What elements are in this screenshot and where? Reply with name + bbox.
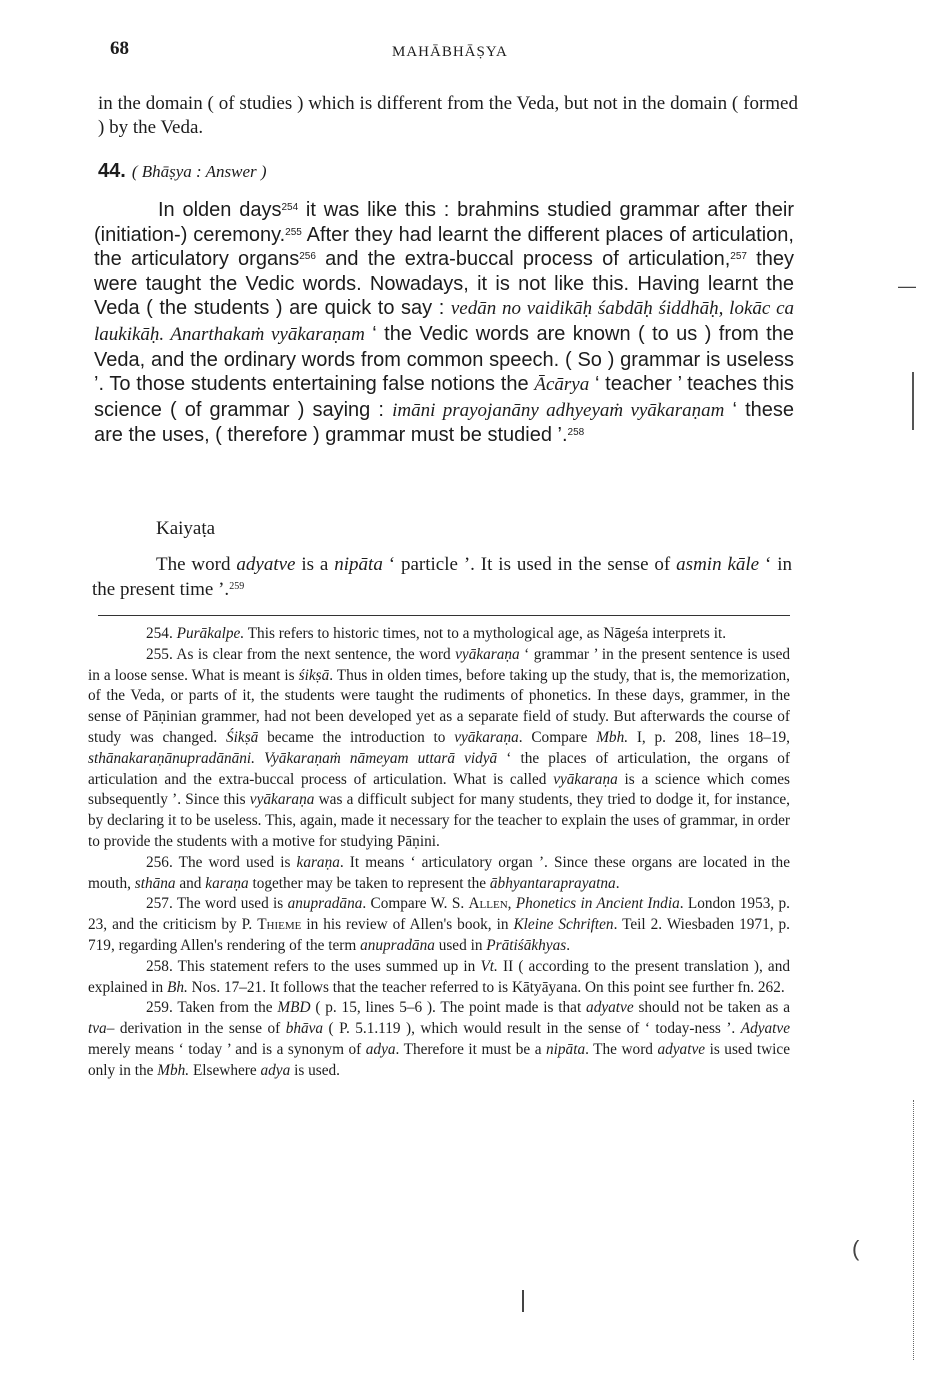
footnote-ref-259[interactable]: 259: [229, 581, 245, 592]
margin-line: [912, 372, 914, 430]
sanskrit-quote: vedān no vaidikāḥ śabdāḥ śiddhāḥ, lokāc ca laukikāḥ. Anarthakaṁ vyākaraṇam: [94, 298, 794, 345]
scan-mark: [522, 1290, 524, 1312]
footnote-ref-255[interactable]: 255: [285, 226, 302, 238]
margin-paren-mark: (: [852, 1236, 860, 1261]
footnote-ref-256[interactable]: 256: [299, 251, 316, 263]
running-title: MAHĀBHĀṢYA: [392, 44, 508, 60]
section-heading: [98, 160, 267, 183]
kaiyata-paragraph: The word adyatve is a nipāta ‘ particle ’. It is used in the sense of asmin kāle ‘ in the present time ’.$^{259}$: [92, 554, 793, 600]
footnote-257: 257. The word used is anupradāna. Compare W. S. Allen, Phonetics in Ancient India. London 1953, p. 23, and the criticism by P. Thieme in his review of Allen's book, in Kleine Schriften. Teil 2. Wiesbaden 1971, p. 719, regarding Allen's rendering of the term anupradāna used in Prātiśākhyas.: [88, 895, 791, 954]
footnote-254: 254. Purākalpe. This refers to historic times, not to a mythological age, as Nāgeśa interprets it.: [146, 625, 727, 642]
footnote-258: 258. This statement refers to the uses summed up in Vt. II ( according to the present translation ), and explained in Bh. Nos. 17–21. It follows that the teacher referred to is Kātyāyana. On this point see further fn. 262.: [88, 957, 790, 996]
section-number: 44.: [98, 160, 126, 182]
intro-paragraph: in the domain ( of studies ) which is different from the Veda, but not in the domain ( formed ) by the Veda.: [98, 93, 798, 138]
footnote-ref-254[interactable]: 254: [281, 202, 299, 213]
footnote-255: 255. As is clear from the next sentence, the word vyākaraṇa ‘ grammar ’ in the present sentence is used in a loose sense. What is meant is śikṣā. Thus in olden times, before taking up the study, that is, the memorization, of the Veda, or parts of it, the students were taught the rudiments of phonetics. In these days, grammer, in the sense of Pāṇinian grammer, had not been developed yet as a separate field of study. But afterwards the course of study was changed. Śikṣā became the introduction to vyākaraṇa. Compare Mbh. I, p. 208, lines 18–19, sthānakaraṇānupradānāni. Vyākaraṇaṁ nāmeyam uttarā vidyā ‘ the places of articulation, the organs of articulation and the extra-buccal process of articulation. What is called vyākaraṇa is a science which comes subsequently ’. Since this vyākaraṇa was a difficult subject for many students, they tried to dodge it, for instance, by declaring it to be useless. This, again, made it necessary for the teacher to explain the uses of grammar, in order to provide the students with a motive for studying Pāṇini.: [88, 645, 791, 850]
footnote-ref-258[interactable]: 258: [567, 427, 585, 439]
page-number: 68: [110, 38, 129, 59]
footnotes: [88, 624, 790, 1082]
footnote-ref-257[interactable]: 257: [730, 251, 747, 263]
scan-edge-line: [913, 1100, 915, 1360]
footnote-256: 256. The word used is karaṇa. It means ‘ articulatory organ ’. Since these organs are located in the mouth, sthāna and karaṇa together may be taken to represent the ābhyantaraprayatna.: [88, 853, 790, 892]
margin-dash-mark: —: [898, 276, 916, 296]
footnote-divider: [98, 615, 790, 616]
bhasya-paragraph: In olden days$^{254}$ it was like this : brahmins studied grammar after their (initiation-) ceremony.$^{255}$ After they had learnt the different places of articulation, the articulatory organs$^{256}$ and the extra-buccal process of articulation,$^{257}$ they were taught the Vedic words. Nowadays, it is not like this. Having learnt the Veda ( the students ) are quick to say : vedān no vaidikāḥ śabdāḥ śiddhāḥ, lokāc ca laukikāḥ. Anarthakaṁ vyākaraṇam ‘ the Vedic words are known ( to us ) from the Veda, and the ordinary words from common speech. ( So ) grammar is useless ’. To those students entertaining false notions the Ācārya ‘ teacher ’ teaches this science ( of grammar ) saying : imāni prayojanāny adhyeyaṁ vyākaraṇam ‘ these are the uses, ( therefore ) grammar must be studied ’.$^{258}$: [94, 199, 795, 447]
sanskrit-quote: imāni prayojanāny adhyeyaṁ vyākaraṇam: [392, 399, 725, 421]
kaiyata-heading: Kaiyaṭa: [156, 518, 216, 539]
sanskrit-term: Ācārya: [534, 374, 590, 396]
footnote-259: 259. Taken from the MBD ( p. 15, lines 5–6 ). The point made is that adyatve should not be taken as a tva– derivation in the sense of bhāva ( P. 5.1.119 ), which would result in the sense of ‘ today-ness ’. Adyatve merely means ‘ today ’ and is a synonym of adya. Therefore it must be a nipāta. The word adyatve is used twice only in the Mbh. Elsewhere adya is used.: [88, 999, 790, 1079]
section-label: ( Bhāṣya : Answer ): [131, 162, 267, 181]
